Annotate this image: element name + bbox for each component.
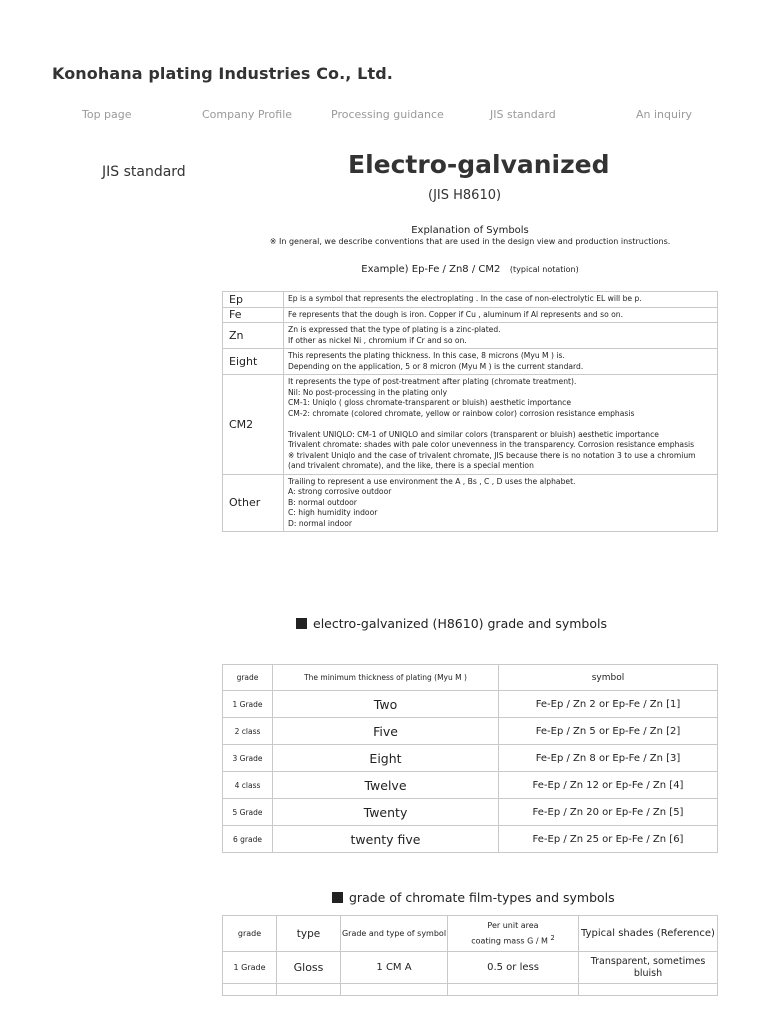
chromate-table — [222, 915, 718, 996]
description-line: CM-2: chromate (colored chromate, yellow or rainbow color) corrosion resistance emphasis — [288, 408, 635, 418]
symbol-key: CM2 — [223, 375, 284, 475]
description-line: B: normal outdoor — [288, 497, 357, 507]
symbol-cell: Fe-Ep / Zn 8 or Ep-Fe / Zn [3] — [499, 745, 718, 772]
table-cell — [277, 984, 341, 996]
description-line: CM-1: Uniqlo ( gloss chromate-transparent or bluish) aesthetic importance — [288, 398, 571, 407]
header-grade: grade — [223, 665, 273, 691]
header-symbol: symbol — [499, 665, 718, 691]
symbol-description — [284, 349, 718, 375]
symbol-row — [223, 474, 718, 532]
symbol-description — [284, 323, 718, 349]
thickness-cell: Two — [273, 691, 499, 718]
table-row — [223, 691, 718, 718]
grade-section-heading — [296, 616, 607, 631]
symbol-key: Fe — [223, 307, 284, 323]
table-row — [223, 772, 718, 799]
square-bullet-icon — [332, 892, 343, 903]
description-line: Depending on the application, 5 or 8 micron (Myu M ) is the current standard. — [288, 361, 584, 371]
description-line: ※ trivalent Uniqlo and the case of trivalent chromate, JIS because there is no notation 3 to use a chromium (and trivalent chromate), and the like, there is a special mention — [288, 450, 696, 470]
description-line: Nil: No post-processing in the plating only — [288, 387, 448, 397]
grade-cell: 6 grade — [223, 826, 273, 853]
table-row — [223, 952, 718, 984]
coating-mass-cell: 0.5 or less — [448, 952, 579, 984]
grade-table — [222, 664, 718, 853]
nav-jis-standard[interactable]: JIS standard — [490, 108, 556, 121]
symbols-table — [222, 291, 718, 532]
description-line: It represents the type of post-treatment after plating (chromate treatment). — [288, 377, 577, 386]
coating-line1: Per unit area — [487, 920, 539, 930]
description-line — [288, 419, 713, 430]
symbol-cell: Fe-Ep / Zn 25 or Ep-Fe / Zn [6] — [499, 826, 718, 853]
grade-cell: 5 Grade — [223, 799, 273, 826]
thickness-cell: Five — [273, 718, 499, 745]
header-grade: grade — [223, 916, 277, 952]
explanation-note: ※ In general, we describe conventions that are used in the design view and production instructions. — [269, 237, 671, 246]
thickness-cell: Twelve — [273, 772, 499, 799]
grade-cell: 4 class — [223, 772, 273, 799]
grade-symbol-cell: 1 CM A — [341, 952, 448, 984]
coating-line2: coating mass G / M — [471, 936, 548, 946]
description-line: D: normal indoor — [288, 518, 352, 528]
symbol-row — [223, 307, 718, 323]
chromate-section-heading — [332, 890, 615, 905]
table-row — [223, 718, 718, 745]
symbol-description — [284, 292, 718, 308]
symbol-key: Other — [223, 474, 284, 532]
symbol-cell: Fe-Ep / Zn 20 or Ep-Fe / Zn [5] — [499, 799, 718, 826]
nav-processing-guidance[interactable]: Processing guidance — [331, 108, 444, 121]
page-title: Electro-galvanized — [348, 150, 610, 179]
header-grade-symbol: Grade and type of symbol — [341, 916, 448, 952]
description-line: Trivalent chromate: shades with pale color unevenness in the transparency. Corrosion resistance emphasis — [288, 440, 695, 449]
table-row — [223, 826, 718, 853]
header-thickness: The minimum thickness of plating (Myu M ) — [273, 665, 499, 691]
header-shades: Typical shades (Reference) — [579, 916, 718, 952]
table-cell — [448, 984, 579, 996]
symbol-description — [284, 375, 718, 475]
symbol-key: Zn — [223, 323, 284, 349]
symbol-cell: Fe-Ep / Zn 2 or Ep-Fe / Zn [1] — [499, 691, 718, 718]
symbol-row — [223, 323, 718, 349]
grade-section-title: electro-galvanized (H8610) grade and symbols — [313, 616, 607, 631]
symbol-cell: Fe-Ep / Zn 5 or Ep-Fe / Zn [2] — [499, 718, 718, 745]
description-line: This represents the plating thickness. In this case, 8 microns (Myu M ) is. — [288, 351, 565, 360]
symbol-row — [223, 375, 718, 475]
symbol-key: Eight — [223, 349, 284, 375]
table-row — [223, 799, 718, 826]
company-name[interactable]: Konohana plating Industries Co., Ltd. — [52, 64, 393, 83]
symbol-row — [223, 349, 718, 375]
thickness-cell: Twenty — [273, 799, 499, 826]
symbol-description — [284, 474, 718, 532]
shades-cell: Transparent, sometimes bluish — [579, 952, 718, 984]
description-line: If other as nickel Ni , chromium if Cr and so on. — [288, 335, 467, 345]
symbol-cell: Fe-Ep / Zn 12 or Ep-Fe / Zn [4] — [499, 772, 718, 799]
header-coating-mass — [448, 916, 579, 952]
symbol-description — [284, 307, 718, 323]
symbol-key: Ep — [223, 292, 284, 308]
side-category-label: JIS standard — [102, 164, 186, 180]
grade-cell: 1 Grade — [223, 691, 273, 718]
description-line: A: strong corrosive outdoor — [288, 487, 392, 496]
description-line: Trailing to represent a use environment the A , Bs , C , D uses the alphabet. — [288, 476, 576, 486]
grade-table-header — [223, 665, 718, 691]
example-text: Example) Ep-Fe / Zn8 / CM2 — [361, 264, 501, 275]
description-line: Zn is expressed that the type of plating is a zinc-plated. — [288, 325, 501, 334]
thickness-cell: twenty five — [273, 826, 499, 853]
description-line: Ep is a symbol that represents the electroplating . In the case of non-electrolytic EL will be p. — [288, 294, 642, 303]
square-bullet-icon — [296, 618, 307, 629]
explanation-heading: Explanation of Symbols — [411, 225, 529, 236]
main-nav — [0, 108, 768, 124]
grade-cell: 3 Grade — [223, 745, 273, 772]
example-note: (typical notation) — [509, 265, 579, 274]
table-row-continuation — [223, 984, 718, 996]
nav-inquiry[interactable]: An inquiry — [636, 108, 693, 121]
header-type: type — [277, 916, 341, 952]
thickness-cell: Eight — [273, 745, 499, 772]
chromate-section-title: grade of chromate film-types and symbols — [349, 890, 615, 905]
grade-cell: 2 class — [223, 718, 273, 745]
description-line: Fe represents that the dough is iron. Copper if Cu , aluminum if Al represents and so on. — [288, 309, 624, 319]
table-cell — [223, 984, 277, 996]
example-notation — [222, 264, 718, 275]
table-cell — [341, 984, 448, 996]
description-line: Trivalent UNIQLO: CM-1 of UNIQLO and similar colors (transparent or bluish) aesthetic importance — [288, 429, 659, 439]
table-cell — [579, 984, 718, 996]
description-line: C: high humidity indoor — [288, 508, 378, 517]
type-cell: Gloss — [277, 952, 341, 984]
coating-sup: 2 — [550, 933, 555, 942]
table-row — [223, 745, 718, 772]
page-subtitle: (JIS H8610) — [428, 188, 502, 203]
nav-top-page[interactable]: Top page — [82, 108, 132, 121]
chromate-table-header — [223, 916, 718, 952]
grade-cell: 1 Grade — [223, 952, 277, 984]
symbol-row — [223, 292, 718, 308]
nav-company-profile[interactable]: Company Profile — [202, 108, 293, 121]
